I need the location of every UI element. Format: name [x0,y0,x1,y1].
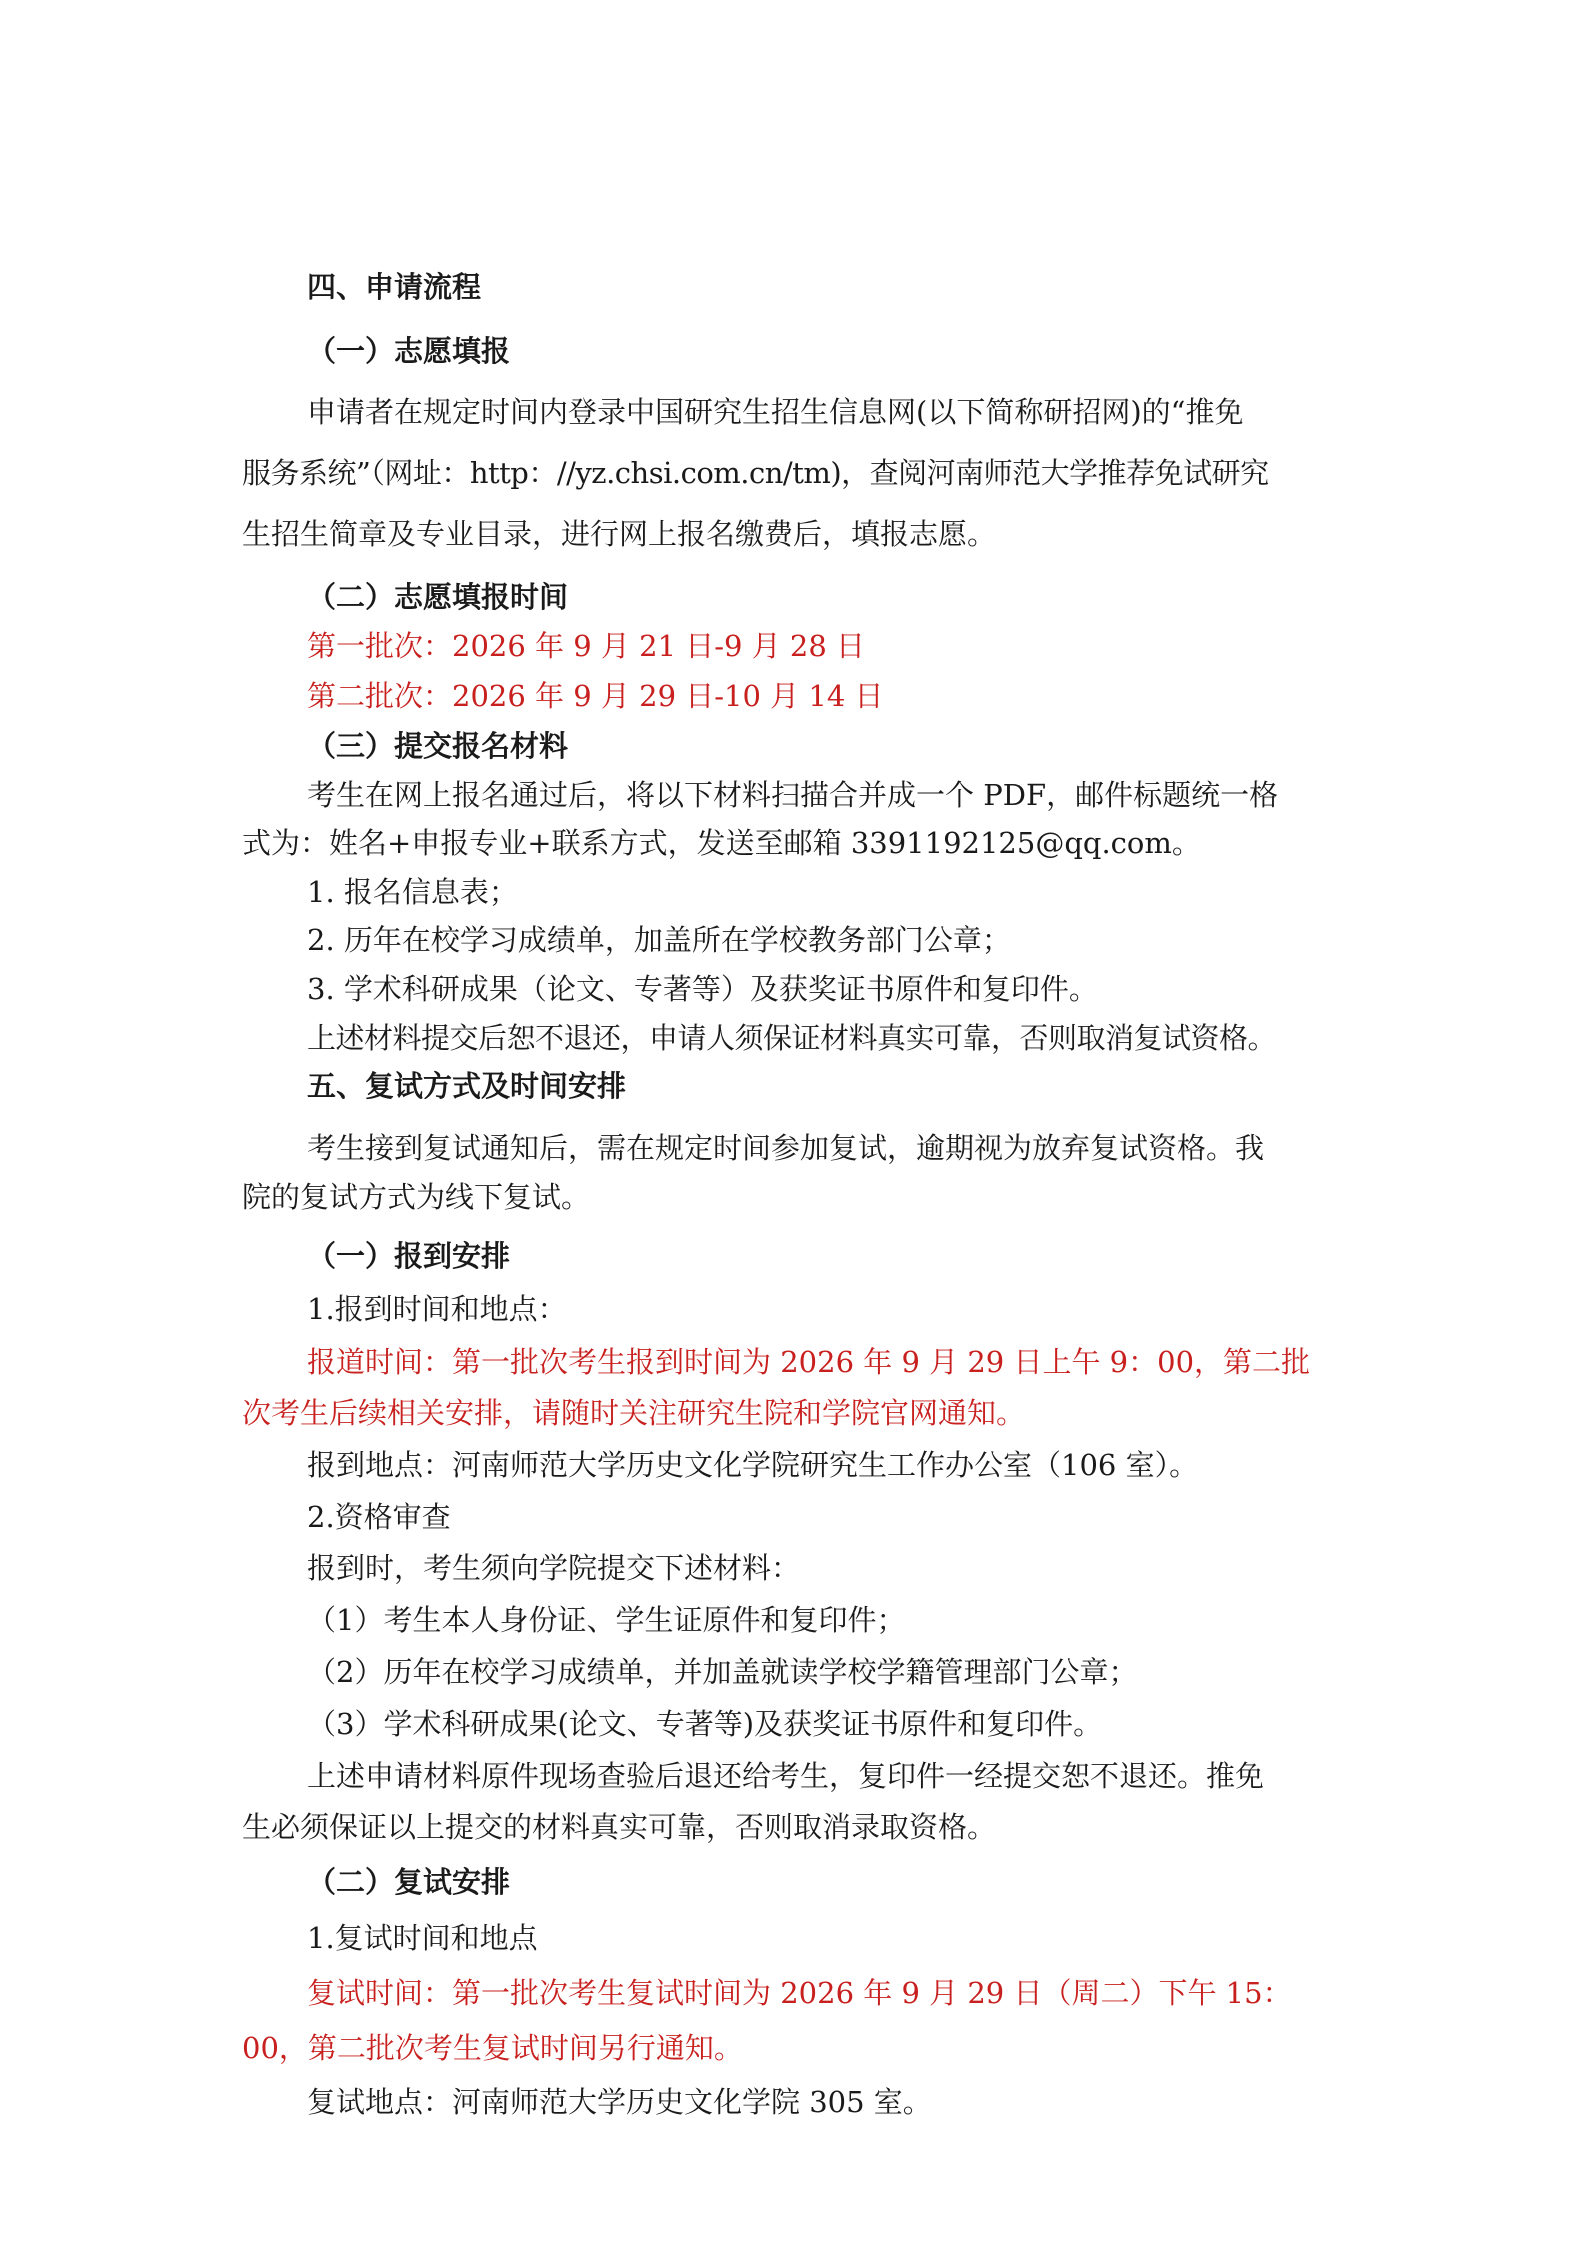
section-heading-retest: 五、复试方式及时间安排 [307,1069,627,1103]
paragraph-line: 考生在网上报名通过后，将以下材料扫描合并成一个 PDF，邮件标题统一格 [307,778,1279,812]
batch-two-dates: 第二批次：2026 年 9 月 29 日-10 月 14 日 [307,679,884,713]
list-item: （2）历年在校学习成绩单，并加盖就读学校学籍管理部门公章； [307,1655,1138,1689]
batch-one-dates: 第一批次：2026 年 9 月 21 日-9 月 28 日 [307,629,866,663]
list-item: 1. 报名信息表； [307,875,518,909]
paragraph-line: 报到时，考生须向学院提交下述材料： [307,1551,801,1585]
list-item: （3）学术科研成果(论文、专著等)及获奖证书原件和复印件。 [307,1707,1103,1741]
subheading-filling-time: （二）志愿填报时间 [307,580,569,614]
subheading-retest-arrangement: （二）复试安排 [307,1865,511,1899]
paragraph-line: 式为：姓名+申报专业+联系方式，发送至邮箱 3391192125@qq.com。 [242,826,1201,860]
list-item: （1）考生本人身份证、学生证原件和复印件； [307,1603,906,1637]
list-item: 2. 历年在校学习成绩单，加盖所在学校教务部门公章； [307,923,1011,957]
paragraph-line: 生招生简章及专业目录，进行网上报名缴费后，填报志愿。 [242,517,997,551]
paragraph-line: 服务系统”（网址：http：//yz.chsi.com.cn/tm)，查阅河南师范大学推荐免试研究 [242,456,1269,490]
paragraph-line: 申请者在规定时间内登录中国研究生招生信息网(以下简称研招网)的“推免 [307,395,1244,429]
list-item: 1.报到时间和地点： [307,1292,567,1326]
retest-time-line: 复试时间：第一批次考生复试时间为 2026 年 9 月 29 日（周二）下午 15： [307,1976,1292,2010]
list-item: 2.资格审查 [307,1500,451,1534]
retest-place: 复试地点：河南师范大学历史文化学院 305 室。 [307,2085,932,2119]
registration-time-line: 报道时间：第一批次考生报到时间为 2026 年 9 月 29 日上午 9：00，第二批 [307,1345,1311,1379]
subheading-preference-filling: （一）志愿填报 [307,334,511,368]
materials-note: 上述材料提交后恕不退还，申请人须保证材料真实可靠，否则取消复试资格。 [307,1021,1277,1055]
paragraph-line: 院的复试方式为线下复试。 [242,1180,591,1214]
registration-time-line: 次考生后续相关安排，请随时关注研究生院和学院官网通知。 [242,1396,1026,1430]
list-item: 1.复试时间和地点 [307,1921,538,1955]
section-heading-application-process: 四、申请流程 [307,270,482,304]
retest-time-line: 00，第二批次考生复试时间另行通知。 [242,2031,743,2065]
registration-place: 报到地点：河南师范大学历史文化学院研究生工作办公室（106 室）。 [307,1448,1199,1482]
subheading-registration: （一）报到安排 [307,1239,511,1273]
list-item: 3. 学术科研成果（论文、专著等）及获奖证书原件和复印件。 [307,972,1098,1006]
paragraph-line: 上述申请材料原件现场查验后退还给考生，复印件一经提交恕不退还。推免 [307,1759,1265,1793]
paragraph-line: 考生接到复试通知后，需在规定时间参加复试，逾期视为放弃复试资格。我 [307,1131,1265,1165]
paragraph-line: 生必须保证以上提交的材料真实可靠，否则取消录取资格。 [242,1810,997,1844]
subheading-submit-materials: （三）提交报名材料 [307,729,569,763]
